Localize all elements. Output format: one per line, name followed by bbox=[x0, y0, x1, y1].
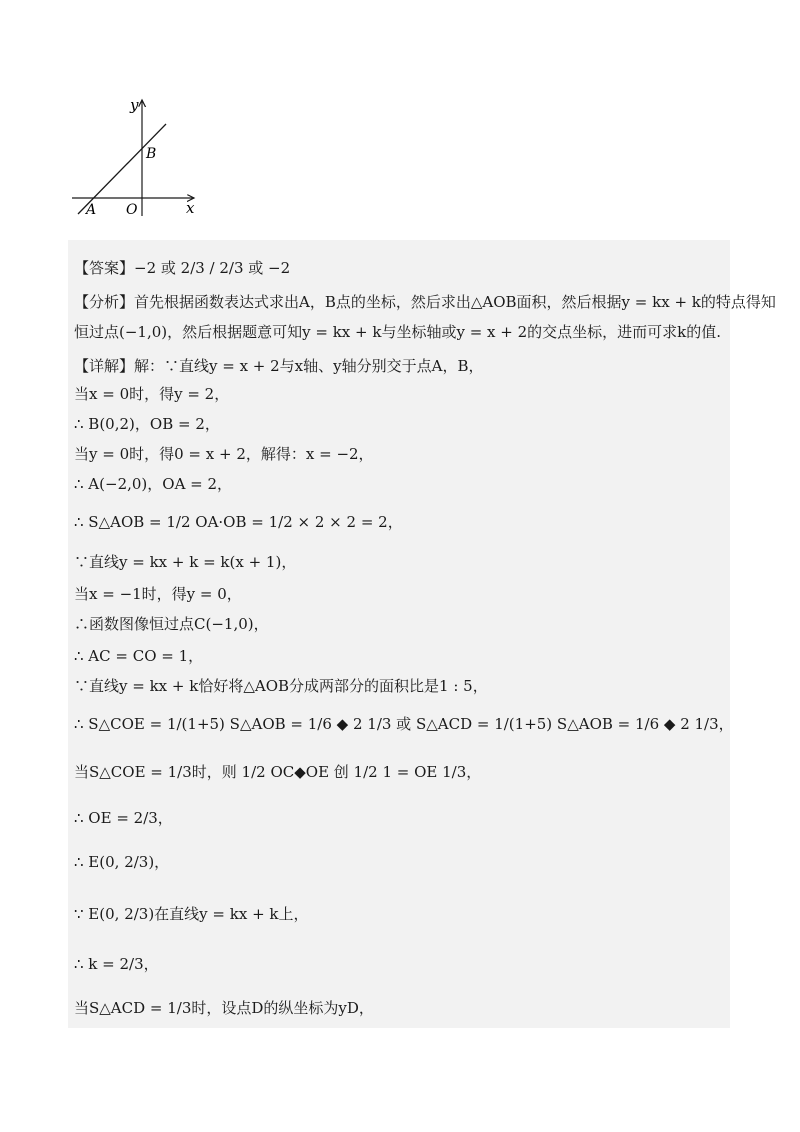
detail-line-10: ∴ AC = CO = 1， bbox=[74, 647, 204, 665]
detail-line-13: 当S△COE = 1/3时，则 1/2 OC◆OE 创 1/2 1 = OE 1/3， bbox=[74, 763, 482, 781]
answer-line: 【答案】−2 或 2/3 / 2/3 或 −2 bbox=[74, 259, 291, 277]
detail-line-5: ∴ A(−2,0)，OA = 2， bbox=[74, 475, 233, 493]
point-a-label: A bbox=[86, 202, 97, 218]
graph-line bbox=[78, 124, 166, 214]
detail-line-11: ∵直线y = kx + k恰好将△AOB分成两部分的面积比是1 : 5， bbox=[74, 677, 488, 695]
detail-line-17: ∴ k = 2/3， bbox=[74, 955, 159, 973]
coordinate-graph bbox=[68, 92, 208, 222]
detail-line-15: ∴ E(0, 2/3)， bbox=[74, 853, 170, 871]
detail-line-8: 当x = −1时，得y = 0， bbox=[74, 585, 242, 603]
detail-line-1: 【详解】解：∵直线y = x + 2与x轴、y轴分别交于点A，B， bbox=[74, 357, 484, 375]
detail-line-9: ∴函数图像恒过点C(−1,0)， bbox=[74, 615, 269, 633]
detail-line-2: 当x = 0时，得y = 2， bbox=[74, 385, 230, 403]
detail-line-16: ∵ E(0, 2/3)在直线y = kx + k上， bbox=[74, 905, 309, 923]
detail-line-18: 当S△ACD = 1/3时，设点D的纵坐标为yD， bbox=[74, 999, 374, 1017]
detail-line-4: 当y = 0时，得0 = x + 2，解得：x = −2， bbox=[74, 445, 374, 463]
analysis-line-1: 【分析】首先根据函数表达式求出A，B点的坐标，然后求出△AOB面积，然后根据y = kx + k的特点得知 bbox=[74, 293, 776, 311]
x-axis-label: x bbox=[186, 199, 195, 217]
detail-line-3: ∴ B(0,2)，OB = 2， bbox=[74, 415, 220, 433]
detail-line-14: ∴ OE = 2/3， bbox=[74, 809, 173, 827]
origin-label: O bbox=[126, 202, 138, 218]
point-b-label: B bbox=[146, 146, 157, 162]
y-axis-label: y bbox=[130, 96, 139, 114]
detail-line-7: ∵直线y = kx + k = k(x + 1)， bbox=[74, 553, 297, 571]
analysis-line-2: 恒过点(−1,0)，然后根据题意可知y = kx + k与坐标轴或y = x + 2的交点坐标，进而可求k的值. bbox=[74, 323, 721, 341]
detail-line-12: ∴ S△COE = 1/(1+5) S△AOB = 1/6 ◆ 2 1/3 或 S△ACD = 1/(1+5) S△AOB = 1/6 ◆ 2 1/3， bbox=[74, 715, 734, 733]
detail-line-6: ∴ S△AOB = 1/2 OA·OB = 1/2 × 2 × 2 = 2， bbox=[74, 513, 403, 531]
